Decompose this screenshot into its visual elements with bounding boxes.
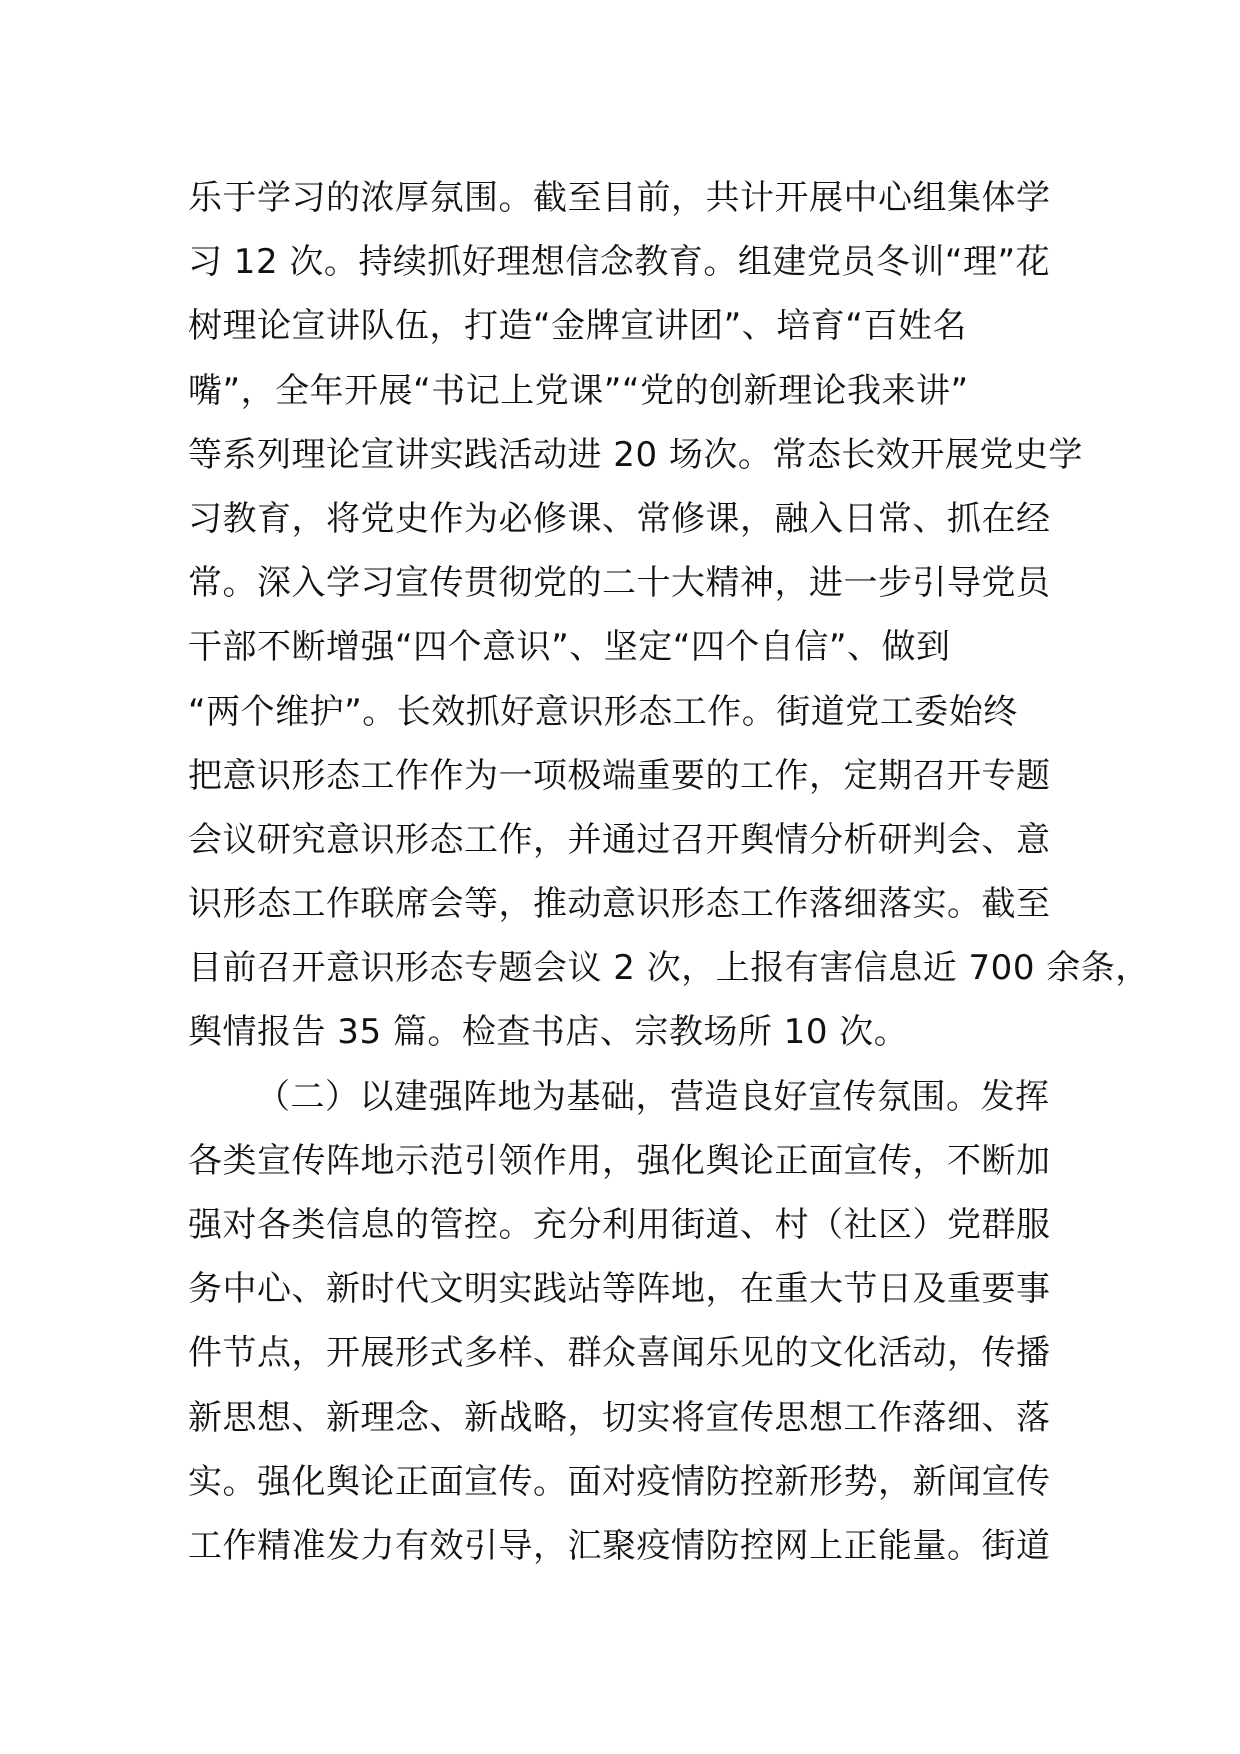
text-line: 舆情报告 35 篇。检查书店、宗教场所 10 次。 xyxy=(188,1012,909,1053)
body-text xyxy=(188,166,1150,1578)
text-line: 常。深入学习宣传贯彻党的二十大精神，进一步引导党员 xyxy=(188,563,1051,604)
text-line: 树理论宣讲队伍，打造“金牌宣讲团”、培育“百姓名 xyxy=(188,306,967,347)
text-line: 会议研究意识形态工作，并通过召开舆情分析研判会、意 xyxy=(188,819,1051,860)
text-line: 等系列理论宣讲实践活动进 20 场次。常态长效开展党史学 xyxy=(188,434,1083,475)
text-line: “两个维护”。长效抓好意识形态工作。街道党工委始终 xyxy=(188,691,1018,732)
text-line: 把意识形态工作作为一项极端重要的工作，定期召开专题 xyxy=(188,755,1051,796)
text-line: 习 12 次。持续抓好理想信念教育。组建党员冬训“理”花 xyxy=(188,242,1051,283)
text-line: 务中心、新时代文明实践站等阵地，在重大节日及重要事 xyxy=(188,1269,1051,1310)
text-line: 目前召开意识形态专题会议 2 次，上报有害信息近 700 余条， xyxy=(188,948,1150,989)
text-line: 强对各类信息的管控。充分利用街道、村（社区）党群服 xyxy=(188,1205,1051,1245)
text-line: 识形态工作联席会等，推动意识形态工作落细落实。截至 xyxy=(188,884,1051,925)
text-line: 干部不断增强“四个意识”、坚定“四个自信”、做到 xyxy=(188,627,951,668)
text-line: 习教育，将党史作为必修课、常修课，融入日常、抓在经 xyxy=(188,498,1051,539)
paragraph-first-line: （二）以建强阵地为基础，营造良好宣传氛围。发挥 xyxy=(256,1076,1050,1117)
text-line: 新思想、新理念、新战略，切实将宣传思想工作落细、落 xyxy=(188,1397,1051,1438)
text-line: 实。强化舆论正面宣传。面对疫情防控新形势，新闻宣传 xyxy=(188,1461,1051,1502)
text-line: 嘴”，全年开展“书记上党课”“党的创新理论我来讲” xyxy=(188,370,969,411)
text-line: 件节点，开展形式多样、群众喜闻乐见的文化活动，传播 xyxy=(188,1333,1051,1374)
text-line: 各类宣传阵地示范引领作用，强化舆论正面宣传，不断加 xyxy=(188,1140,1051,1181)
text-line: 乐于学习的浓厚氛围。截至目前，共计开展中心组集体学 xyxy=(188,178,1051,218)
text-line: 工作精准发力有效引导，汇聚疫情防控网上正能量。街道 xyxy=(188,1525,1051,1566)
